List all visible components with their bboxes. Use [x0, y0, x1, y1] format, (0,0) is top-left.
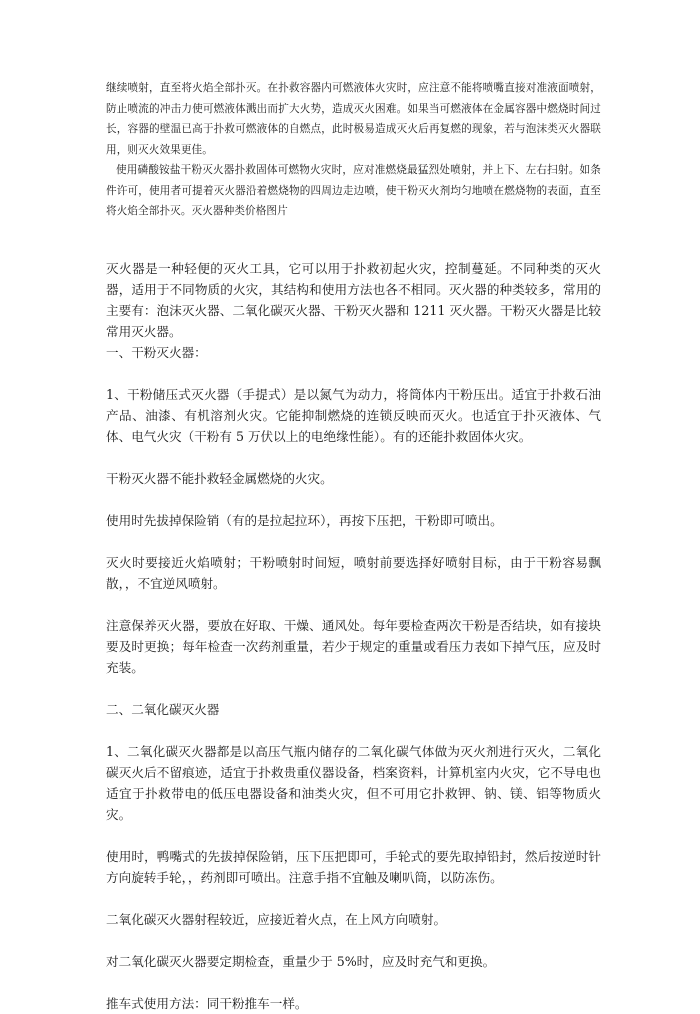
section-title-dry-powder: 一、干粉灭火器： — [106, 345, 207, 360]
dry-powder-para-2: 干粉灭火器不能扑救轻金属燃烧的火灾。 — [106, 471, 333, 486]
dry-powder-para-5: 注意保养灭火器，要放在好取、干燥、通风处。每年要检查两次干粉是否结块，如有接块要及时更换；每年检查一次药剂重量，若少于规定的重量或看压力表如下掉气压，应及时充装。 — [106, 618, 601, 675]
co2-para-4: 对二氧化碳灭火器要定期检查，重量少于 5%时，应及时充气和更换。 — [106, 954, 496, 969]
co2-para-1: 1、二氧化碳灭火器都是以高压气瓶内储存的二氧化碳气体做为灭火剂进行灭火，二氧化碳灭火后不留痕迹，适宜于扑救贵重仪器设备，档案资料，计算机室内火灾，它不导电也适宜于扑救带电的低压电器设备和油类火灾，但不可用它扑救钾、钠、镁、铝等物质火灾。 — [106, 744, 601, 822]
co2-para-2: 使用时，鸭嘴式的先拔掉保险销，压下压把即可，手轮式的要先取掉铅封，然后按逆时针方向旋转手轮，，药剂即可喷出。注意手指不宜触及喇叭筒，以防冻伤。 — [106, 849, 601, 885]
top-text-block — [106, 78, 601, 222]
intro-paragraph: 灭火器是一种轻便的灭火工具，它可以用于扑救初起火灾，控制蔓延。不同种类的灭火器，适用于不同物质的火灾，其结构和使用方法也各不相同。灭火器的种类较多，常用的主要有：泡沫灭火器、二氧化碳灭火器、干粉灭火器和 1211 灭火器。干粉灭火器是比较常用灭火器。 — [106, 261, 601, 339]
dry-powder-para-4: 灭火时要接近火焰喷射；干粉喷射时间短，喷射前要选择好喷射目标，由于干粉容易飘散，，不宜逆风喷射。 — [106, 555, 601, 591]
paragraph-continuation: 继续喷射，直至将火焰全部扑灭。在扑救容器内可燃液体火灾时，应注意不能将喷嘴直接对准液面喷射，防止喷流的冲击力使可燃液体溅出而扩大火势，造成灭火困难。如果当可燃液体在金属容器中燃烧时间过长，容器的壁温已高于扑救可燃液体的自燃点，此时极易造成灭火后再复燃的现象，若与泡沫类灭火器联用，则灭火效果更佳。 — [106, 82, 601, 156]
dry-powder-para-3: 使用时先拔掉保险销（有的是拉起拉环），再按下压把，干粉即可喷出。 — [106, 513, 503, 528]
paragraph-phosphate-powder: 使用磷酸铵盐干粉灭火器扑救固体可燃物火灾时，应对准燃烧最猛烈处喷射，并上下、左右扫射。如条件许可，使用者可提着灭火器沿着燃烧物的四周边走边喷，使干粉灭火剂均匀地喷在燃烧物的表面，直至将火焰全部扑灭。灭火器种类价格图片 — [106, 164, 601, 217]
co2-para-3: 二氧化碳灭火器射程较近，应接近着火点，在上风方向喷射。 — [106, 912, 447, 927]
section-title-co2: 二、二氧化碳灭火器 — [106, 702, 220, 717]
main-text-block — [106, 258, 601, 1014]
dry-powder-para-1: 1、干粉储压式灭火器（手提式）是以氮气为动力，将筒体内干粉压出。适宜于扑救石油产品、油漆、有机溶剂火灾。它能抑制燃烧的连锁反映而灭火。也适宜于扑灭液体、气体、电气火灾（干粉有 5 万伏以上的电绝缘性能）。有的还能扑救固体火灾。 — [106, 387, 601, 444]
co2-para-5: 推车式使用方法：同干粉推车一样。 — [106, 996, 308, 1011]
